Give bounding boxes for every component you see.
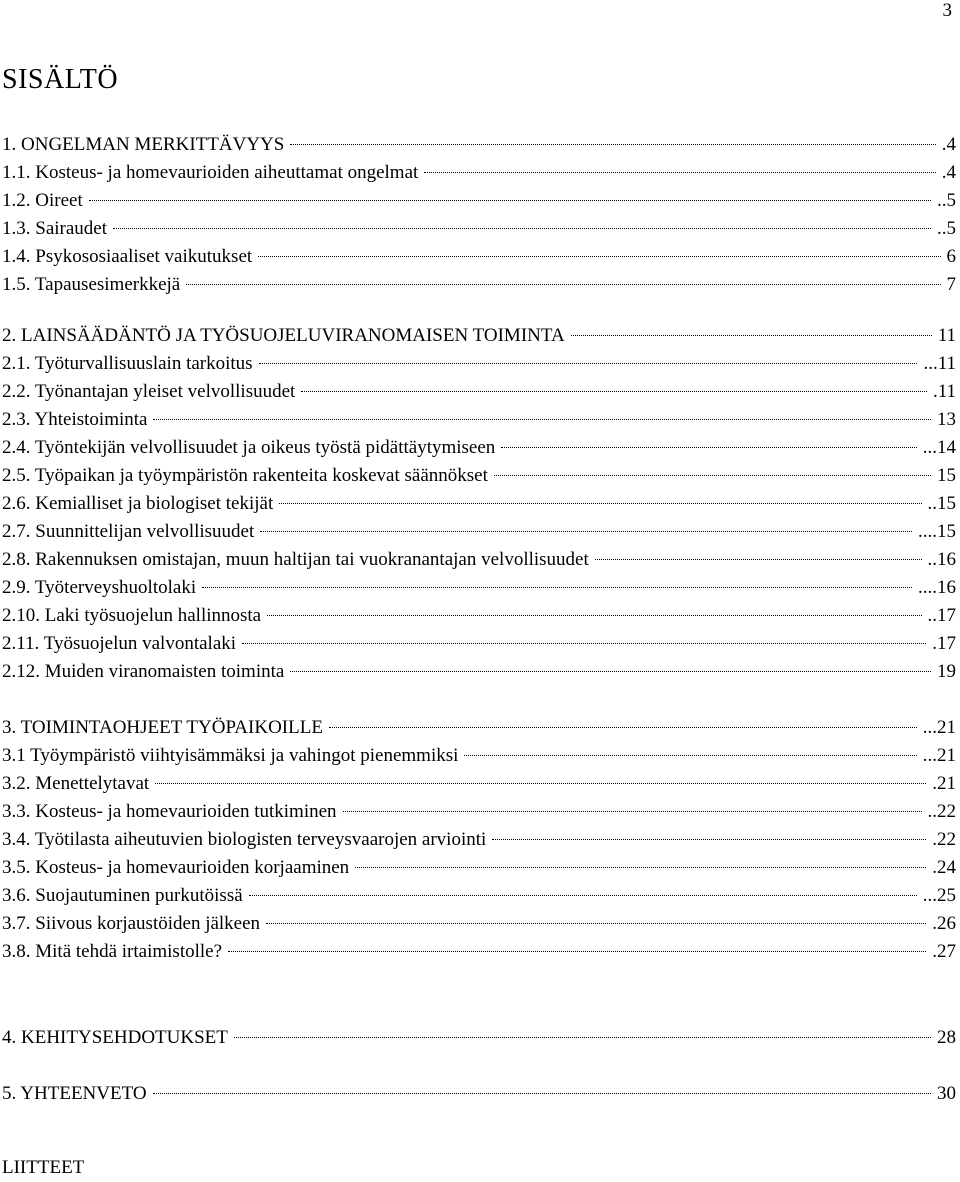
toc-entry-label: 2.7. Suunnittelijan velvollisuudet — [2, 521, 255, 542]
toc-entry-label: 4. KEHITYSEHDOTUKSET — [2, 1027, 228, 1048]
toc-leader — [494, 474, 931, 476]
toc-leader — [153, 1092, 931, 1094]
page-number: 3 — [942, 0, 952, 21]
toc-entry-page: ...25 — [922, 885, 956, 906]
toc-entry[interactable] — [2, 574, 956, 602]
toc-entry-page: .24 — [932, 857, 956, 878]
toc-entry-label: 3.3. Kosteus- ja homevaurioiden tutkiminen — [2, 801, 337, 822]
toc-entry-page: ..5 — [937, 218, 956, 239]
toc-entry[interactable] — [2, 322, 956, 350]
toc-leader — [290, 143, 935, 145]
toc-entry-label: 3.4. Työtilasta aiheutuvien biologisten terveysvaarojen arviointi — [2, 829, 487, 850]
appendix-heading: LIITTEET — [2, 1157, 85, 1178]
toc-entry-label: 2.3. Yhteistoiminta — [2, 409, 148, 430]
toc-entry-label: 1.4. Psykososiaaliset vaikutukset — [2, 246, 253, 267]
toc-entry[interactable] — [2, 602, 956, 630]
toc-entry-page: ..5 — [937, 190, 956, 211]
toc-leader — [260, 530, 912, 532]
toc-entry-page: ...11 — [923, 353, 956, 374]
toc-entry-label: 1.5. Tapausesimerkkejä — [2, 274, 181, 295]
toc-entry-page: 30 — [937, 1083, 956, 1104]
toc-leader — [113, 227, 931, 229]
toc-entry[interactable] — [2, 187, 956, 215]
toc-leader — [355, 866, 926, 868]
toc-entry-label: 2.8. Rakennuksen omistajan, muun haltijan tai vuokranantajan velvollisuudet — [2, 549, 589, 570]
toc-entry-label: 2.6. Kemialliset ja biologiset tekijät — [2, 493, 274, 514]
toc-entry[interactable] — [2, 462, 956, 490]
toc-entry-label: 2.12. Muiden viranomaisten toiminta — [2, 661, 285, 682]
toc-entry-page: ..15 — [927, 493, 956, 514]
toc-entry[interactable] — [2, 798, 956, 826]
toc-entry-label: 2. LAINSÄÄDÄNTÖ JA TYÖSUOJELUVIRANOMAISEN TOIMINTA — [2, 325, 565, 346]
toc-entry[interactable] — [2, 658, 956, 686]
toc-entry-page: .22 — [932, 829, 956, 850]
toc-entry-page: .21 — [932, 773, 956, 794]
toc-leader — [301, 390, 927, 392]
toc-entry[interactable] — [2, 406, 956, 434]
toc-entry-page: ...21 — [922, 717, 956, 738]
page-title: SISÄLTÖ — [2, 64, 119, 95]
toc-entry-label: 3.6. Suojautuminen purkutöissä — [2, 885, 243, 906]
toc-leader — [290, 670, 931, 672]
toc-entry[interactable] — [2, 490, 956, 518]
toc-entry-page: .11 — [932, 381, 956, 402]
toc-entry-page: .26 — [932, 913, 956, 934]
toc-entry[interactable] — [2, 378, 956, 406]
toc-entry-page: 28 — [937, 1027, 956, 1048]
toc-entry[interactable] — [2, 434, 956, 462]
toc-entry-label: 2.10. Laki työsuojelun hallinnosta — [2, 605, 262, 626]
toc-entry-label: 1. ONGELMAN MERKITTÄVYYS — [2, 134, 285, 155]
toc-entry[interactable] — [2, 770, 956, 798]
toc-entry[interactable] — [2, 131, 956, 159]
toc-entry-page: ..16 — [927, 549, 956, 570]
toc-entry-page: ....16 — [918, 577, 956, 598]
toc-entry[interactable] — [2, 215, 956, 243]
toc-leader — [259, 362, 918, 364]
toc-entry[interactable] — [2, 271, 956, 299]
toc-entry[interactable] — [2, 742, 956, 770]
toc-entry-page: .17 — [932, 633, 956, 654]
toc-entry[interactable] — [2, 630, 956, 658]
toc-entry-page: ....15 — [918, 521, 956, 542]
toc-entry-page: 19 — [937, 661, 956, 682]
toc-leader — [249, 894, 917, 896]
toc-entry[interactable] — [2, 854, 956, 882]
toc-entry-label: 1.2. Oireet — [2, 190, 83, 211]
toc-leader — [329, 726, 917, 728]
toc-entry-page: 6 — [946, 246, 956, 267]
toc-entry-page: .4 — [941, 134, 956, 155]
toc-entry-label: 3. TOIMINTAOHJEET TYÖPAIKOILLE — [2, 717, 323, 738]
toc-entry-page: 7 — [946, 274, 956, 295]
toc-leader — [234, 1036, 931, 1038]
toc-entry-label: 2.4. Työntekijän velvollisuudet ja oikeus työstä pidättäytymiseen — [2, 437, 496, 458]
toc-leader — [464, 754, 916, 756]
toc-entry-label: 3.5. Kosteus- ja homevaurioiden korjaaminen — [2, 857, 350, 878]
toc-leader — [155, 782, 926, 784]
toc-entry[interactable] — [2, 826, 956, 854]
toc-entry[interactable] — [2, 882, 956, 910]
toc-entry-page: 11 — [937, 325, 956, 346]
toc-leader — [89, 199, 931, 201]
toc-entry-label: 5. YHTEENVETO — [2, 1083, 147, 1104]
toc-leader — [202, 586, 912, 588]
toc-entry[interactable] — [2, 714, 956, 742]
toc-leader — [228, 950, 926, 952]
toc-leader — [258, 255, 940, 257]
toc-entry-label: 1.1. Kosteus- ja homevaurioiden aiheuttamat ongelmat — [2, 162, 419, 183]
toc-entry-label: 2.11. Työsuojelun valvontalaki — [2, 633, 237, 654]
toc-leader — [266, 922, 926, 924]
toc-entry-label: 1.3. Sairaudet — [2, 218, 108, 239]
toc-leader — [343, 810, 922, 812]
toc-entry-page: .27 — [932, 941, 956, 962]
toc-leader — [186, 283, 940, 285]
toc-leader — [279, 502, 921, 504]
toc-entry[interactable] — [2, 1080, 956, 1108]
toc-entry[interactable] — [2, 546, 956, 574]
toc-entry-page: ...14 — [922, 437, 956, 458]
toc-entry-page: 13 — [937, 409, 956, 430]
toc-entry[interactable] — [2, 243, 956, 271]
toc-leader — [501, 446, 916, 448]
toc-entry-label: 2.1. Työturvallisuuslain tarkoitus — [2, 353, 253, 374]
toc-entry[interactable] — [2, 159, 956, 187]
toc-entry-page: 15 — [937, 465, 956, 486]
toc-leader — [492, 838, 926, 840]
toc-entry-label: 2.5. Työpaikan ja työympäristön rakenteita koskevat säännökset — [2, 465, 488, 486]
toc-entry-page: ..17 — [927, 605, 956, 626]
toc-entry-label: 3.7. Siivous korjaustöiden jälkeen — [2, 913, 261, 934]
toc-leader — [242, 642, 926, 644]
toc-entry[interactable] — [2, 350, 956, 378]
toc-entry-label: 3.8. Mitä tehdä irtaimistolle? — [2, 941, 223, 962]
toc-entry-page: .4 — [941, 162, 956, 183]
toc-leader — [571, 334, 932, 336]
toc-entry[interactable] — [2, 518, 956, 546]
toc-entry[interactable] — [2, 1024, 956, 1052]
toc-leader — [424, 171, 935, 173]
toc-entry[interactable] — [2, 938, 956, 966]
toc-entry-label: 3.1 Työympäristö viihtyisämmäksi ja vahingot pienemmiksi — [2, 745, 459, 766]
toc-entry-label: 2.9. Työterveyshuoltolaki — [2, 577, 197, 598]
toc-entry-label: 2.2. Työnantajan yleiset velvollisuudet — [2, 381, 296, 402]
toc-entry-page: ..22 — [927, 801, 956, 822]
toc-leader — [595, 558, 922, 560]
toc-entry[interactable] — [2, 910, 956, 938]
toc-leader — [267, 614, 921, 616]
toc-leader — [153, 418, 931, 420]
toc-entry-label: 3.2. Menettelytavat — [2, 773, 150, 794]
toc-entry-page: ...21 — [922, 745, 956, 766]
